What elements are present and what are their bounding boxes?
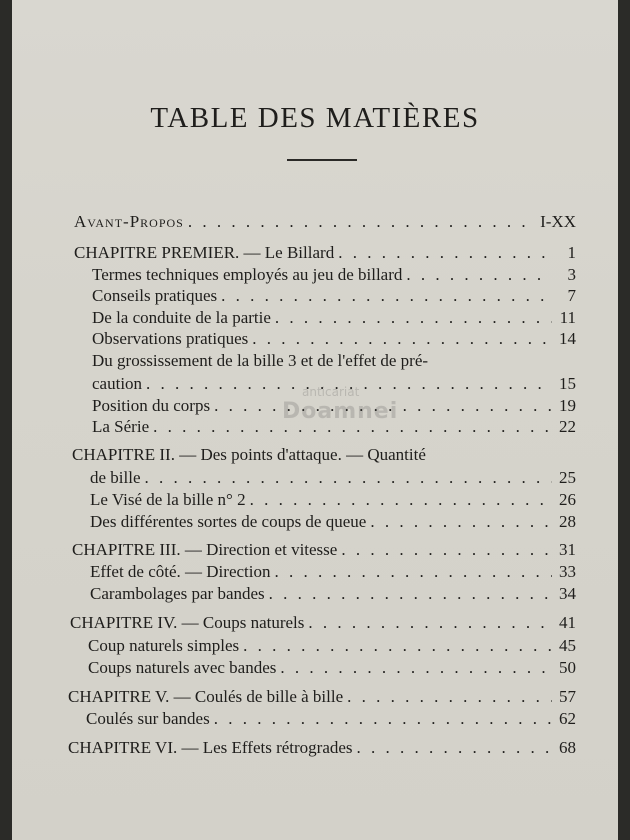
toc-entry-coups-naturels-bandes xyxy=(88,658,576,680)
leader-dots xyxy=(269,584,552,604)
toc-entry-page: 34 xyxy=(559,584,576,603)
toc-entry-chapter-3 xyxy=(72,540,576,562)
leader-dots xyxy=(308,613,552,633)
watermark xyxy=(262,385,412,445)
toc-entry-label: Coups naturels avec bandes xyxy=(88,658,277,677)
leader-dots xyxy=(357,738,552,758)
leader-dots xyxy=(252,329,552,349)
toc-entry-vise xyxy=(90,490,576,512)
toc-entry-label: CHAPITRE III. — Direction et vitesse xyxy=(72,540,338,559)
toc-entry-label: De la conduite de la partie xyxy=(92,308,271,327)
toc-entry-label: Coup naturels simples xyxy=(88,636,240,655)
toc-entry-avant-propos xyxy=(74,212,576,234)
toc-entry-label: CHAPITRE VI. — Les Effets rétrogrades xyxy=(68,738,353,757)
toc-entry-label: CHAPITRE PREMIER. — Le Billard xyxy=(74,243,335,262)
toc-entry-label: de bille xyxy=(90,468,141,487)
toc-entry-page: 11 xyxy=(559,308,576,327)
toc-entry-page: 28 xyxy=(559,512,576,531)
leader-dots xyxy=(370,512,552,532)
toc-entry-chapter-4 xyxy=(70,613,576,635)
book-page xyxy=(12,0,618,840)
toc-entry-page: 57 xyxy=(559,687,576,706)
toc-entry-page: 7 xyxy=(567,286,576,305)
leader-dots xyxy=(280,658,552,678)
leader-dots xyxy=(243,636,552,656)
leader-dots xyxy=(406,265,552,285)
toc-entry-grossissement-line1: Du grossissement de la bille 3 et de l'effet de pré- xyxy=(92,351,429,370)
toc-entry-label: Avant-Propos xyxy=(74,212,184,231)
toc-entry-chapter-5 xyxy=(68,687,576,709)
toc-entry-page: 22 xyxy=(559,417,576,436)
toc-entry-label: Position du corps xyxy=(92,396,211,415)
toc-entry-page: 15 xyxy=(559,374,576,393)
leader-dots xyxy=(214,709,552,729)
toc-entry-page: 50 xyxy=(559,658,576,677)
page-title: TABLE DES MATIÈRES xyxy=(150,102,480,134)
watermark-line1: anticariat xyxy=(302,385,360,399)
toc-entry-label: CHAPITRE V. — Coulés de bille à bille xyxy=(68,687,344,706)
leader-dots xyxy=(221,286,552,306)
leader-dots xyxy=(341,540,552,560)
toc-entry-chapter-2-line1: CHAPITRE II. — Des points d'attaque. — Quantité xyxy=(72,445,426,464)
toc-entry-page: 26 xyxy=(559,490,576,509)
toc-entry-conduite xyxy=(92,308,576,330)
leader-dots xyxy=(250,490,552,510)
toc-entry-chapter-2 xyxy=(90,468,576,490)
toc-entry-label: Des différentes sortes de coups de queue xyxy=(90,512,367,531)
leader-dots xyxy=(274,562,552,582)
toc-entry-page: 62 xyxy=(559,709,576,728)
toc-entry-page: 3 xyxy=(567,265,576,284)
leader-dots xyxy=(347,687,552,707)
toc-entry-label: Carambolages par bandes xyxy=(90,584,265,603)
toc-entry-effet-de-cote xyxy=(90,562,576,584)
title-divider xyxy=(287,159,357,161)
leader-dots xyxy=(275,308,552,328)
toc-entry-conseils xyxy=(92,286,576,308)
toc-entry-page: 14 xyxy=(559,329,576,348)
toc-entry-label: Le Visé de la bille n° 2 xyxy=(90,490,246,509)
toc-entry-label: CHAPITRE IV. — Coups naturels xyxy=(70,613,305,632)
toc-entry-coup-naturels-simples xyxy=(88,636,576,658)
toc-entry-page: 33 xyxy=(559,562,576,581)
toc-entry-label: Conseils pratiques xyxy=(92,286,218,305)
toc-entry-chapter-1 xyxy=(74,243,576,265)
toc-entry-observations xyxy=(92,329,576,351)
toc-entry-page: 31 xyxy=(559,540,576,559)
leader-dots xyxy=(338,243,552,263)
toc-entry-page: 45 xyxy=(559,636,576,655)
toc-entry-page: 25 xyxy=(559,468,576,487)
watermark-line2: Doamnei xyxy=(282,399,399,424)
toc-entry-page: 1 xyxy=(567,243,576,262)
toc-entry-coules-sur-bandes xyxy=(86,709,576,731)
toc-entry-page: 41 xyxy=(559,613,576,632)
toc-entry-carambolages xyxy=(90,584,576,606)
toc-entry-coups-de-queue xyxy=(90,512,576,534)
toc-entry-label: Effet de côté. — Direction xyxy=(90,562,271,581)
toc-entry-page: 19 xyxy=(559,396,576,415)
leader-dots xyxy=(145,468,552,488)
toc-entry-label: Observations pratiques xyxy=(92,329,249,348)
leader-dots xyxy=(188,212,534,232)
toc-entry-termes xyxy=(92,265,576,287)
toc-entry-label: Termes techniques employés au jeu de billard xyxy=(92,265,403,284)
toc-entry-page: 68 xyxy=(559,738,576,757)
toc-entry-label: Coulés sur bandes xyxy=(86,709,210,728)
toc-entry-label: La Série xyxy=(92,417,150,436)
toc-entry-chapter-6 xyxy=(68,738,576,760)
toc-entry-label: caution xyxy=(92,374,143,393)
toc-entry-page: I-XX xyxy=(540,212,576,231)
